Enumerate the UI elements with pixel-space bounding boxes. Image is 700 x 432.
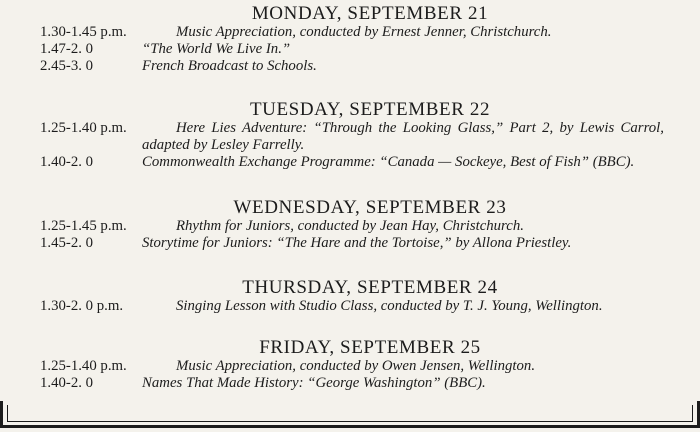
day-title: TUESDAY, SEPTEMBER 22 — [249, 99, 491, 120]
day-section — [0, 338, 700, 392]
programme-entry — [0, 375, 700, 392]
programme-entry — [0, 41, 700, 58]
day-title: MONDAY, SEPTEMBER 21 — [251, 3, 489, 24]
entry-time: 1.25-1.40 p.m. — [40, 358, 127, 374]
entry-description: Storytime for Juniors: “The Hare and the Tortoise,” by Allona Priestley. — [142, 235, 572, 251]
entry-description: Commonwealth Exchange Programme: “Canada — Sockeye, Best of Fish” (BBC). — [142, 154, 635, 170]
programme-entry — [0, 120, 700, 154]
entry-time: 2.45-3. 0 — [40, 58, 94, 74]
programme-entry — [0, 58, 700, 75]
entry-description: Music Appreciation, conducted by Ernest Jenner, Christchurch. — [176, 24, 552, 40]
day-title: WEDNESDAY, SEPTEMBER 23 — [233, 197, 507, 218]
entry-description: French Broadcast to Schools. — [142, 58, 317, 74]
programme-entry — [0, 235, 700, 252]
day-section — [0, 4, 700, 75]
programme-entry — [0, 24, 700, 41]
day-section — [0, 198, 700, 252]
day-section — [0, 278, 700, 315]
programme-entry — [0, 358, 700, 375]
programme-entry — [0, 218, 700, 235]
entry-time: 1.30-1.45 p.m. — [40, 24, 127, 40]
entry-time: 1.30-2. 0 p.m. — [40, 298, 124, 314]
entry-time: 1.25-1.45 p.m. — [40, 218, 127, 234]
programme-entry — [0, 154, 700, 171]
entry-time: 1.45-2. 0 — [40, 235, 94, 251]
day-section — [0, 100, 700, 171]
entry-description: Rhythm for Juniors, conducted by Jean Hay, Christchurch. — [176, 218, 524, 234]
day-title: THURSDAY, SEPTEMBER 24 — [242, 277, 498, 298]
entry-time: 1.25-1.40 p.m. — [40, 120, 127, 136]
entry-time: 1.47-2. 0 — [40, 41, 94, 57]
page-border-inner — [7, 405, 693, 422]
entry-description: “The World We Live In.” — [142, 41, 291, 57]
programme-entry — [0, 298, 700, 315]
day-title: FRIDAY, SEPTEMBER 25 — [259, 337, 481, 358]
entry-time: 1.40-2. 0 — [40, 375, 94, 391]
entry-description: Here Lies Adventure: “Through the Looking Glass,” Part 2, by Lewis Carrol, adapted by Lesley Farrelly. — [142, 120, 664, 153]
entry-description: Music Appreciation, conducted by Owen Jensen, Wellington. — [176, 358, 536, 374]
entry-description: Singing Lesson with Studio Class, conducted by T. J. Young, Wellington. — [176, 298, 603, 314]
entry-time: 1.40-2. 0 — [40, 154, 94, 170]
entry-description: Names That Made History: “George Washington” (BBC). — [142, 375, 486, 391]
